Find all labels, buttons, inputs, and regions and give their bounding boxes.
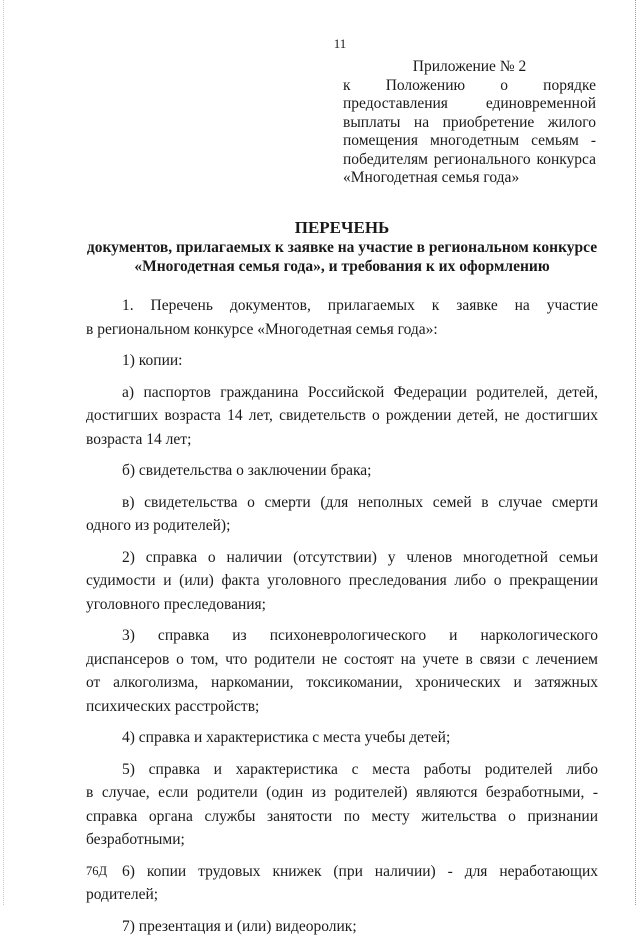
appendix-line: предоставления единовременной [343, 95, 596, 114]
paragraph-line: одного из родителей); [86, 514, 598, 538]
appendix-block [343, 58, 596, 188]
paragraph-line: 7) презентация и (или) видеоролик; [86, 915, 598, 938]
paragraph-line: 4) справка и характеристика с места учебы детей; [86, 726, 598, 750]
document-heading [86, 218, 598, 276]
paragraph-line: справка органа службы занятости по месту жительства о признании [86, 805, 598, 829]
paragraph-gap [86, 616, 598, 624]
page-number: 11 [0, 36, 640, 52]
paragraph-line: судимости и (или) факта уголовного преследования либо о прекращении [86, 569, 598, 593]
paragraph-gap [86, 718, 598, 726]
paragraph [86, 915, 598, 938]
paragraph-line: 1) копии: [86, 349, 598, 373]
paragraph-gap [86, 451, 598, 459]
heading-subtitle: документов, прилагаемых к заявке на участие в региональном конкурсе [86, 238, 598, 257]
paragraph-gap [86, 852, 598, 860]
paragraph-line: 2) справка о наличии (отсутствии) у членов многодетной семьи [86, 546, 598, 570]
appendix-line: победителям регионального конкурса [343, 151, 596, 170]
paragraph-line: а) паспортов гражданина Российской Федерации родителей, детей, [86, 381, 598, 405]
paragraph [86, 860, 598, 907]
paragraph-line: от алкоголизма, наркомании, токсикомании, хронических и затяжных [86, 671, 598, 695]
paragraph [86, 624, 598, 718]
paragraph-gap [86, 373, 598, 381]
paragraph-gap [86, 538, 598, 546]
paragraph-line: 1. Перечень документов, прилагаемых к заявке на участие [86, 294, 598, 318]
appendix-line: выплаты на приобретение жилого [343, 114, 596, 133]
heading-title: ПЕРЕЧЕНЬ [86, 218, 598, 237]
paragraph [86, 726, 598, 750]
appendix-line: к Положению о порядке [343, 77, 596, 96]
paragraph-line: 3) справка из психоневрологического и наркологического [86, 624, 598, 648]
paragraph-line: безработными; [86, 828, 598, 852]
paragraph-line: психических расстройств; [86, 695, 598, 719]
paragraph-gap [86, 750, 598, 758]
heading-subtitle: «Многодетная семья года», и требования к их оформлению [86, 257, 598, 276]
scan-edge-right [634, 0, 636, 905]
paragraph-line: 5) справка и характеристика с места работы родителей либо [86, 758, 598, 782]
paragraph-line: в) свидетельства о смерти (для неполных семей в случае смерти [86, 491, 598, 515]
document-code: 76Д [86, 864, 107, 879]
paragraph-line: достигших возраста 14 лет, свидетельств о рождении детей, не достигших [86, 404, 598, 428]
paragraph-gap [86, 341, 598, 349]
paragraph-line: 6) копии трудовых книжек (при наличии) - для неработающих [86, 860, 598, 884]
paragraph [86, 349, 598, 373]
paragraph [86, 459, 598, 483]
document-body [86, 294, 598, 938]
paragraph-line: б) свидетельства о заключении брака; [86, 459, 598, 483]
paragraph [86, 758, 598, 852]
appendix-title: Приложение № 2 [343, 58, 596, 77]
appendix-line: помещения многодетным семьям - [343, 132, 596, 151]
appendix-line: «Многодетная семья года» [343, 169, 596, 188]
paragraph [86, 491, 598, 538]
paragraph-line: уголовного преследования; [86, 593, 598, 617]
scan-edge-left [3, 0, 5, 905]
paragraph-line: родителей; [86, 883, 598, 907]
paragraph-line: в случае, если родители (один из родителей) являются безработными, - [86, 781, 598, 805]
paragraph-line: диспансеров о том, что родители не состоят на учете в связи с лечением [86, 648, 598, 672]
paragraph-line: возраста 14 лет; [86, 428, 598, 452]
paragraph-gap [86, 483, 598, 491]
paragraph-line: в региональном конкурсе «Многодетная семья года»: [86, 318, 598, 342]
paragraph [86, 381, 598, 452]
paragraph [86, 294, 598, 341]
paragraph [86, 546, 598, 617]
paragraph-gap [86, 907, 598, 915]
